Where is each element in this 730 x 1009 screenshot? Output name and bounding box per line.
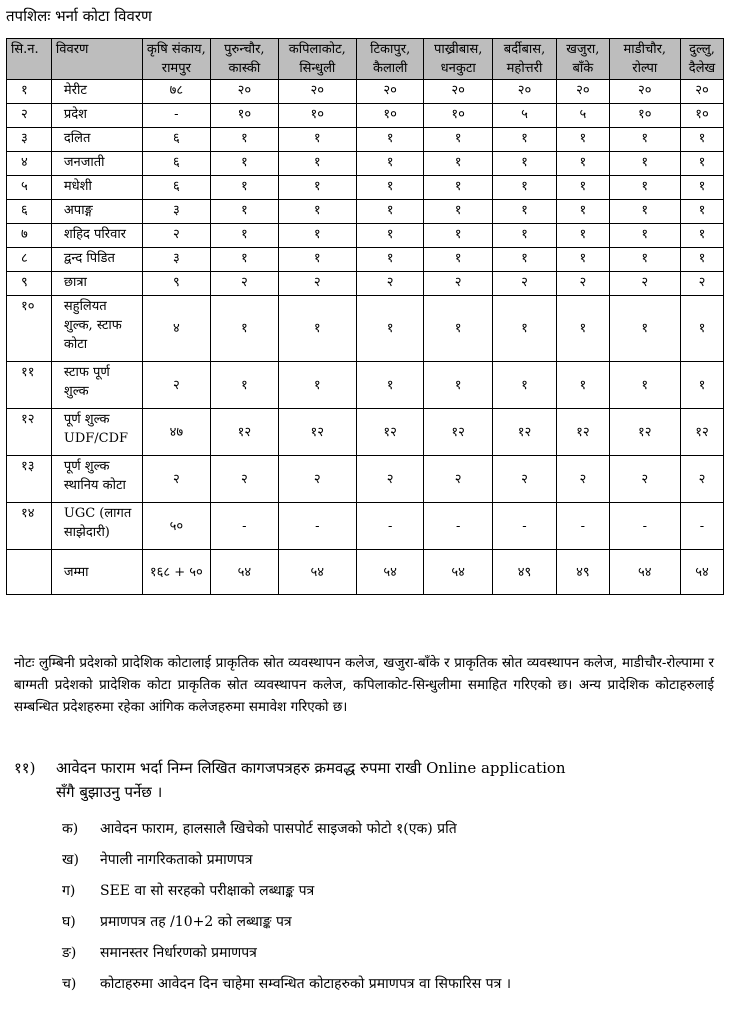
quota-value-cell: १ bbox=[211, 362, 279, 409]
quota-value-cell: १ bbox=[609, 224, 680, 248]
quota-value-cell: १ bbox=[492, 224, 556, 248]
table-row bbox=[7, 176, 724, 200]
quota-value-cell: १२ bbox=[492, 409, 556, 456]
table-row bbox=[7, 409, 724, 456]
quota-value-cell: - bbox=[557, 503, 610, 550]
description-cell: छात्रा bbox=[51, 272, 142, 296]
quota-value-cell: १० bbox=[424, 104, 493, 128]
quota-value-cell: ५४ bbox=[278, 550, 356, 595]
quota-value-cell: १ bbox=[356, 296, 424, 362]
description-cell: दलित bbox=[51, 128, 142, 152]
serial-number-cell: ३ bbox=[7, 128, 52, 152]
document-list-item bbox=[62, 911, 712, 942]
table-row bbox=[7, 200, 724, 224]
table-header-row bbox=[7, 39, 724, 80]
quota-value-cell: १२ bbox=[680, 409, 723, 456]
document-item-text: कोटाहरुमा आवेदन दिन चाहेमा सम्वन्धित कोटाहरुको प्रमाणपत्र वा सिफारिस पत्र । bbox=[100, 976, 512, 992]
quota-value-cell: ६ bbox=[142, 176, 211, 200]
quota-value-cell: १ bbox=[557, 200, 610, 224]
column-header: सि.न. bbox=[7, 39, 52, 80]
quota-value-cell: १२ bbox=[609, 409, 680, 456]
quota-value-cell: २ bbox=[609, 456, 680, 503]
column-header: विवरण bbox=[51, 39, 142, 80]
quota-value-cell: १ bbox=[424, 248, 493, 272]
quota-value-cell: २० bbox=[609, 80, 680, 104]
quota-value-cell: २ bbox=[424, 456, 493, 503]
document-item-text: नेपाली नागरिकताको प्रमाणपत्र bbox=[100, 852, 253, 868]
quota-value-cell: - bbox=[492, 503, 556, 550]
quota-value-cell: १ bbox=[211, 224, 279, 248]
quota-value-cell: १० bbox=[278, 104, 356, 128]
table-body bbox=[7, 80, 724, 595]
quota-value-cell: १२ bbox=[211, 409, 279, 456]
quota-value-cell: १ bbox=[278, 248, 356, 272]
quota-value-cell: १ bbox=[557, 128, 610, 152]
document-item-label: च) bbox=[62, 976, 77, 992]
quota-value-cell: ४७ bbox=[142, 409, 211, 456]
quota-value-cell: २ bbox=[356, 456, 424, 503]
quota-value-cell: १० bbox=[356, 104, 424, 128]
description-cell: पूर्ण शुल्क UDF/CDF bbox=[51, 409, 142, 456]
document-item-label: ङ) bbox=[62, 945, 77, 961]
table-row bbox=[7, 248, 724, 272]
quota-value-cell: १ bbox=[680, 296, 723, 362]
description-cell: सहुलियत शुल्क, स्टाफ कोटा bbox=[51, 296, 142, 362]
quota-value-cell: २० bbox=[356, 80, 424, 104]
quota-value-cell: १ bbox=[557, 296, 610, 362]
quota-value-cell: १ bbox=[424, 152, 493, 176]
quota-value-cell: २ bbox=[492, 456, 556, 503]
quota-value-cell: १० bbox=[211, 104, 279, 128]
quota-value-cell: ५४ bbox=[609, 550, 680, 595]
quota-value-cell: २० bbox=[680, 80, 723, 104]
quota-value-cell: १ bbox=[492, 296, 556, 362]
document-list-item bbox=[62, 818, 712, 849]
description-cell: मेरीट bbox=[51, 80, 142, 104]
note-paragraph: नोटः लुम्बिनी प्रदेशको प्रादेशिक कोटालाई प्राकृतिक स्रोत व्यवस्थापन कलेज, खजुरा-बाँके र प्राकृतिक स्रोत व्यवस्थापन कलेज, माडीचौर-रोल्पामा र बाग्मती प्रदेशको प्रादेशिक कोटा प्राकृतिक स्रोत व्यवस्थापन कलेज, कपिलाकोट-सिन्धुलीमा समाहित गरिएको छ। अन्य प्रादेशिक कोटाहरुलाई सम्बन्धित प्रदेशहरुमा रहेका आंगिक कलेजहरुमा समावेश गरिएको छ। bbox=[14, 655, 714, 715]
quota-value-cell: १ bbox=[424, 200, 493, 224]
quota-value-cell: १० bbox=[609, 104, 680, 128]
quota-value-cell: २ bbox=[492, 272, 556, 296]
quota-value-cell: १२ bbox=[278, 409, 356, 456]
table-row bbox=[7, 503, 724, 550]
table-row bbox=[7, 224, 724, 248]
description-cell: मधेशी bbox=[51, 176, 142, 200]
quota-value-cell: ५ bbox=[557, 104, 610, 128]
quota-value-cell: १ bbox=[609, 248, 680, 272]
document-item-text: समानस्तर निर्धारणको प्रमाणपत्र bbox=[100, 945, 257, 961]
serial-number-cell: ११ bbox=[7, 362, 52, 409]
quota-value-cell: १ bbox=[557, 362, 610, 409]
description-cell: UGC (लागत साझेदारी) bbox=[51, 503, 142, 550]
quota-value-cell: १ bbox=[424, 176, 493, 200]
column-header: खजुरा, बाँके bbox=[557, 39, 610, 80]
quota-value-cell: १ bbox=[680, 224, 723, 248]
serial-number-cell: १० bbox=[7, 296, 52, 362]
quota-value-cell: १ bbox=[609, 152, 680, 176]
quota-value-cell: १ bbox=[492, 200, 556, 224]
quota-value-cell: ६ bbox=[142, 152, 211, 176]
quota-value-cell: २ bbox=[680, 456, 723, 503]
quota-value-cell: - bbox=[278, 503, 356, 550]
quota-value-cell: १ bbox=[356, 128, 424, 152]
serial-number-cell: १२ bbox=[7, 409, 52, 456]
table-row bbox=[7, 272, 724, 296]
serial-number-cell: ६ bbox=[7, 200, 52, 224]
table-row bbox=[7, 128, 724, 152]
quota-value-cell: २ bbox=[609, 272, 680, 296]
quota-value-cell: ५० bbox=[142, 503, 211, 550]
quota-value-cell: २० bbox=[492, 80, 556, 104]
quota-value-cell: १ bbox=[211, 200, 279, 224]
column-header: माडीचौर, रोल्पा bbox=[609, 39, 680, 80]
document-item-label: ख) bbox=[62, 852, 79, 868]
quota-value-cell: १ bbox=[492, 176, 556, 200]
quota-value-cell: १ bbox=[557, 224, 610, 248]
quota-value-cell: १ bbox=[424, 296, 493, 362]
quota-value-cell: १ bbox=[680, 176, 723, 200]
quota-value-cell: ७८ bbox=[142, 80, 211, 104]
quota-value-cell: - bbox=[609, 503, 680, 550]
item-11-line1: आवेदन फाराम भर्दा निम्न लिखित कागजपत्रहरु क्रमवद्ध रुपमा राखी Online application bbox=[56, 759, 566, 777]
document-list-item bbox=[62, 849, 712, 880]
quota-value-cell: १६८ + ५० bbox=[142, 550, 211, 595]
quota-value-cell: १ bbox=[680, 128, 723, 152]
description-cell: स्टाफ पूर्ण शुल्क bbox=[51, 362, 142, 409]
quota-value-cell: १ bbox=[211, 128, 279, 152]
quota-value-cell: १ bbox=[557, 152, 610, 176]
quota-value-cell: २० bbox=[557, 80, 610, 104]
quota-value-cell: १ bbox=[492, 152, 556, 176]
quota-value-cell: १ bbox=[680, 152, 723, 176]
quota-value-cell: १ bbox=[557, 176, 610, 200]
document-item-label: क) bbox=[62, 821, 79, 837]
quota-value-cell: ९ bbox=[142, 272, 211, 296]
quota-value-cell: १ bbox=[278, 128, 356, 152]
item-11-line2: सँगै बुझाउनु पर्नेछ । bbox=[56, 783, 163, 801]
quota-value-cell: १ bbox=[278, 152, 356, 176]
quota-value-cell: २ bbox=[680, 272, 723, 296]
quota-value-cell: १ bbox=[356, 200, 424, 224]
column-header: टिकापुर, कैलाली bbox=[356, 39, 424, 80]
quota-value-cell: १ bbox=[424, 128, 493, 152]
page-title: तपशिलः भर्ना कोटा विवरण bbox=[6, 7, 152, 25]
quota-value-cell: १२ bbox=[356, 409, 424, 456]
document-list-item bbox=[62, 880, 712, 911]
description-cell: जनजाती bbox=[51, 152, 142, 176]
document-item-text: आवेदन फाराम, हालसालै खिचेको पासपोर्ट साइजको फोटो १(एक) प्रति bbox=[100, 821, 457, 837]
quota-value-cell: ४९ bbox=[492, 550, 556, 595]
document-item-text: प्रमाणपत्र तह /10+2 को लब्धाङ्क पत्र bbox=[100, 914, 292, 930]
quota-value-cell: १ bbox=[356, 248, 424, 272]
quota-value-cell: १ bbox=[211, 176, 279, 200]
quota-value-cell: १ bbox=[609, 296, 680, 362]
quota-value-cell: ३ bbox=[142, 200, 211, 224]
quota-value-cell: १ bbox=[211, 248, 279, 272]
item-11-number: ११) bbox=[14, 759, 36, 777]
column-header: कपिलाकोट, सिन्धुली bbox=[278, 39, 356, 80]
quota-value-cell: ५४ bbox=[356, 550, 424, 595]
quota-value-cell: २ bbox=[211, 456, 279, 503]
quota-value-cell: ५ bbox=[492, 104, 556, 128]
document-item-label: घ) bbox=[62, 914, 76, 930]
column-header: पाख्रीबास, धनकुटा bbox=[424, 39, 493, 80]
quota-value-cell: २ bbox=[278, 272, 356, 296]
quota-value-cell: १ bbox=[278, 296, 356, 362]
description-cell: पूर्ण शुल्क स्थानिय कोटा bbox=[51, 456, 142, 503]
document-list-item bbox=[62, 973, 712, 1004]
quota-value-cell: २ bbox=[142, 362, 211, 409]
description-cell: द्वन्द पिडित bbox=[51, 248, 142, 272]
table-row bbox=[7, 362, 724, 409]
column-header: दुल्लु, दैलेख bbox=[680, 39, 723, 80]
quota-value-cell: २ bbox=[211, 272, 279, 296]
quota-value-cell: १ bbox=[278, 176, 356, 200]
quota-value-cell: १ bbox=[211, 296, 279, 362]
column-header: पुरुन्चौर, कास्की bbox=[211, 39, 279, 80]
serial-number-cell: १ bbox=[7, 80, 52, 104]
quota-value-cell: २० bbox=[424, 80, 493, 104]
quota-value-cell: १ bbox=[424, 362, 493, 409]
serial-number-cell: १३ bbox=[7, 456, 52, 503]
quota-value-cell: १ bbox=[278, 362, 356, 409]
table-row bbox=[7, 152, 724, 176]
quota-value-cell: - bbox=[680, 503, 723, 550]
quota-value-cell: १ bbox=[278, 224, 356, 248]
description-cell: अपाङ्ग bbox=[51, 200, 142, 224]
quota-value-cell: ६ bbox=[142, 128, 211, 152]
quota-value-cell: - bbox=[211, 503, 279, 550]
quota-value-cell: २ bbox=[142, 456, 211, 503]
quota-value-cell: २ bbox=[557, 456, 610, 503]
serial-number-cell: ५ bbox=[7, 176, 52, 200]
quota-value-cell: १ bbox=[356, 152, 424, 176]
quota-value-cell: १ bbox=[680, 200, 723, 224]
serial-number-cell bbox=[7, 550, 52, 595]
serial-number-cell: २ bbox=[7, 104, 52, 128]
quota-value-cell: १२ bbox=[424, 409, 493, 456]
quota-value-cell: १ bbox=[557, 248, 610, 272]
quota-value-cell: २० bbox=[211, 80, 279, 104]
quota-value-cell: ४९ bbox=[557, 550, 610, 595]
quota-value-cell: १ bbox=[356, 362, 424, 409]
column-header: बर्दीबास, महोत्तरी bbox=[492, 39, 556, 80]
item-11-instruction bbox=[14, 756, 714, 804]
table-row bbox=[7, 80, 724, 104]
admission-quota-table bbox=[6, 38, 724, 595]
quota-value-cell: १० bbox=[680, 104, 723, 128]
quota-value-cell: २ bbox=[557, 272, 610, 296]
quota-value-cell: १ bbox=[609, 128, 680, 152]
document-item-label: ग) bbox=[62, 883, 76, 899]
table-row bbox=[7, 104, 724, 128]
required-documents-list bbox=[62, 818, 712, 1004]
quota-value-cell: १ bbox=[492, 362, 556, 409]
quota-value-cell: ५४ bbox=[680, 550, 723, 595]
table-row bbox=[7, 550, 724, 595]
quota-value-cell: १ bbox=[609, 200, 680, 224]
quota-value-cell: १ bbox=[424, 224, 493, 248]
description-cell: प्रदेश bbox=[51, 104, 142, 128]
quota-value-cell: ५४ bbox=[211, 550, 279, 595]
quota-value-cell: १ bbox=[278, 200, 356, 224]
description-cell: शहिद परिवार bbox=[51, 224, 142, 248]
quota-value-cell: १ bbox=[492, 248, 556, 272]
quota-value-cell: १ bbox=[680, 248, 723, 272]
serial-number-cell: ४ bbox=[7, 152, 52, 176]
document-list-item bbox=[62, 942, 712, 973]
quota-value-cell: २ bbox=[142, 224, 211, 248]
quota-value-cell: २ bbox=[278, 456, 356, 503]
document-item-text: SEE वा सो सरहको परीक्षाको लब्धाङ्क पत्र bbox=[100, 883, 315, 899]
quota-value-cell: ४ bbox=[142, 296, 211, 362]
quota-value-cell: २ bbox=[356, 272, 424, 296]
quota-value-cell: १ bbox=[609, 176, 680, 200]
serial-number-cell: १४ bbox=[7, 503, 52, 550]
quota-value-cell: १ bbox=[211, 152, 279, 176]
table-row bbox=[7, 296, 724, 362]
quota-value-cell: १२ bbox=[557, 409, 610, 456]
quota-value-cell: - bbox=[424, 503, 493, 550]
serial-number-cell: ९ bbox=[7, 272, 52, 296]
quota-value-cell: २ bbox=[424, 272, 493, 296]
quota-value-cell: २० bbox=[278, 80, 356, 104]
serial-number-cell: ७ bbox=[7, 224, 52, 248]
quota-value-cell: १ bbox=[356, 176, 424, 200]
quota-value-cell: १ bbox=[492, 128, 556, 152]
description-cell: जम्मा bbox=[51, 550, 142, 595]
column-header: कृषि संकाय, रामपुर bbox=[142, 39, 211, 80]
table-row bbox=[7, 456, 724, 503]
quota-value-cell: - bbox=[356, 503, 424, 550]
quota-value-cell: १ bbox=[356, 224, 424, 248]
quota-value-cell: - bbox=[142, 104, 211, 128]
quota-value-cell: ३ bbox=[142, 248, 211, 272]
quota-value-cell: १ bbox=[680, 362, 723, 409]
quota-value-cell: १ bbox=[609, 362, 680, 409]
quota-value-cell: ५४ bbox=[424, 550, 493, 595]
serial-number-cell: ८ bbox=[7, 248, 52, 272]
